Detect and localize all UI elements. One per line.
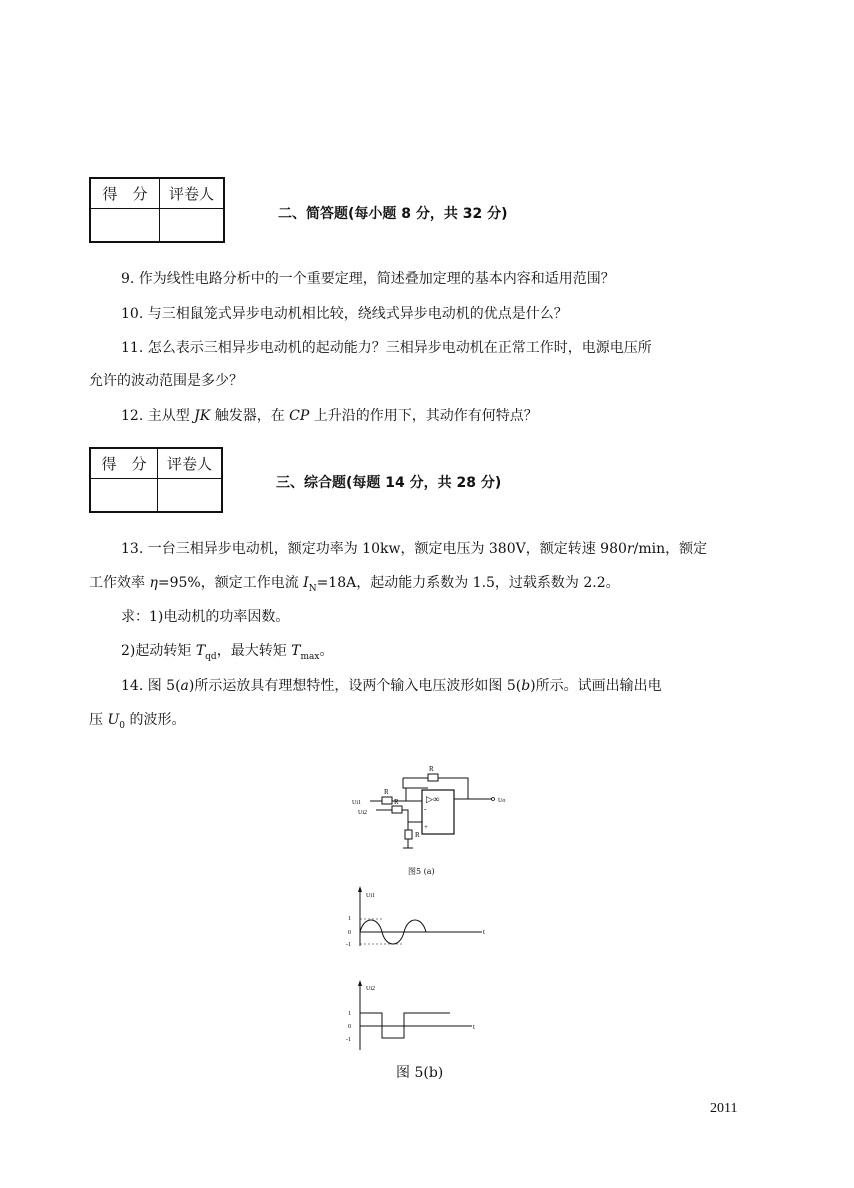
t-label: t [473, 1023, 475, 1031]
question-11-line-1: 11. 怎么表示三相异步电动机的起动能力？三相异步电动机在正常工作时，电源电压所 [121, 340, 652, 356]
question-11-line-2: 允许的波动范围是多少？ [89, 373, 243, 389]
grader-header: 评卷人 [160, 178, 225, 208]
figure-5b-caption: 图 5(b) [396, 1065, 444, 1081]
score-header: 得 分 [90, 448, 158, 478]
resistor-input-2 [392, 806, 402, 813]
score-cell [90, 478, 158, 512]
score-header: 得 分 [90, 178, 160, 208]
resistor-feedback-label: R [429, 765, 434, 773]
op-amp-symbol: ▷∞ [426, 794, 440, 804]
ui2-label: Ui2 [358, 810, 367, 816]
tick-1: 1 [348, 1011, 351, 1017]
score-table-2 [89, 447, 223, 513]
score-table-1 [89, 177, 225, 243]
inverting-terminal: - [424, 805, 427, 813]
y-axis-arrow [358, 886, 362, 892]
resistor-feedback [428, 774, 438, 781]
question-13-line-2: 工作效率 η=95%，额定工作电流 $I_N=18A$，起动能力系数为 1.5，过载系数为 2.2。 [89, 575, 620, 594]
figure-5b-waveform-ui2 [338, 978, 498, 1056]
question-14-line-1: 14. 图 5(a)所示运放具有理想特性，设两个输入电压波形如图 5(b)所示。试画出输出电 [121, 678, 662, 694]
section-2-title: 二、简答题(每小题 8 分，共 32 分) [278, 206, 508, 222]
score-cell [90, 208, 160, 242]
uo-label: Uo [498, 798, 506, 804]
tick-neg1: -1 [346, 942, 351, 948]
question-10: 10. 与三相鼠笼式异步电动机相比较，绕线式异步电动机的优点是什么？ [121, 306, 568, 322]
resistor-input-2-label: R [394, 798, 399, 806]
y-axis-arrow [358, 980, 362, 986]
figure-5a-circuit [340, 760, 530, 880]
t-label: t [483, 928, 485, 936]
y-label: Ui2 [366, 986, 375, 992]
resistor-ground [405, 830, 412, 839]
figure-5b-waveform-ui1 [338, 884, 498, 954]
question-9: 9. 作为线性电路分析中的一个重要定理，简述叠加定理的基本内容和适用范围？ [121, 271, 615, 287]
question-13-ask: 求：1)电动机的功率因数。 [121, 609, 290, 625]
noninverting-terminal: + [424, 823, 428, 831]
question-13-part-2: 2)起动转矩 $T_{qd}$，最大转矩 $T_{max}$。 [121, 643, 334, 662]
tick-0: 0 [348, 1024, 351, 1030]
grader-cell [160, 208, 225, 242]
resistor-input-1 [382, 797, 392, 804]
feedback-wire-left [403, 778, 428, 788]
question-14-line-2: 压 $U_0$ 的波形。 [89, 712, 186, 731]
question-12: 12. 主从型 JK 触发器，在 CP 上升沿的作用下，其动作有何特点？ [121, 408, 538, 424]
resistor-input-1-label: R [384, 788, 389, 796]
tick-1: 1 [348, 916, 351, 922]
page-number: 2011 [710, 1101, 738, 1116]
y-label: Ui1 [366, 893, 375, 899]
ui1-label: Ui1 [352, 800, 361, 806]
resistor-ground-label: R [415, 831, 420, 839]
figure-5a-caption: 图5 (a) [408, 867, 435, 876]
grader-cell [158, 478, 223, 512]
tick-0: 0 [348, 930, 351, 936]
tick-neg1: -1 [346, 1037, 351, 1043]
grader-header: 评卷人 [158, 448, 223, 478]
question-13-line-1: 13. 一台三相异步电动机，额定功率为 10kw，额定电压为 380V，额定转速 980r/min，额定 [121, 541, 708, 557]
section-3-title: 三、综合题(每题 14 分，共 28 分) [276, 475, 502, 491]
